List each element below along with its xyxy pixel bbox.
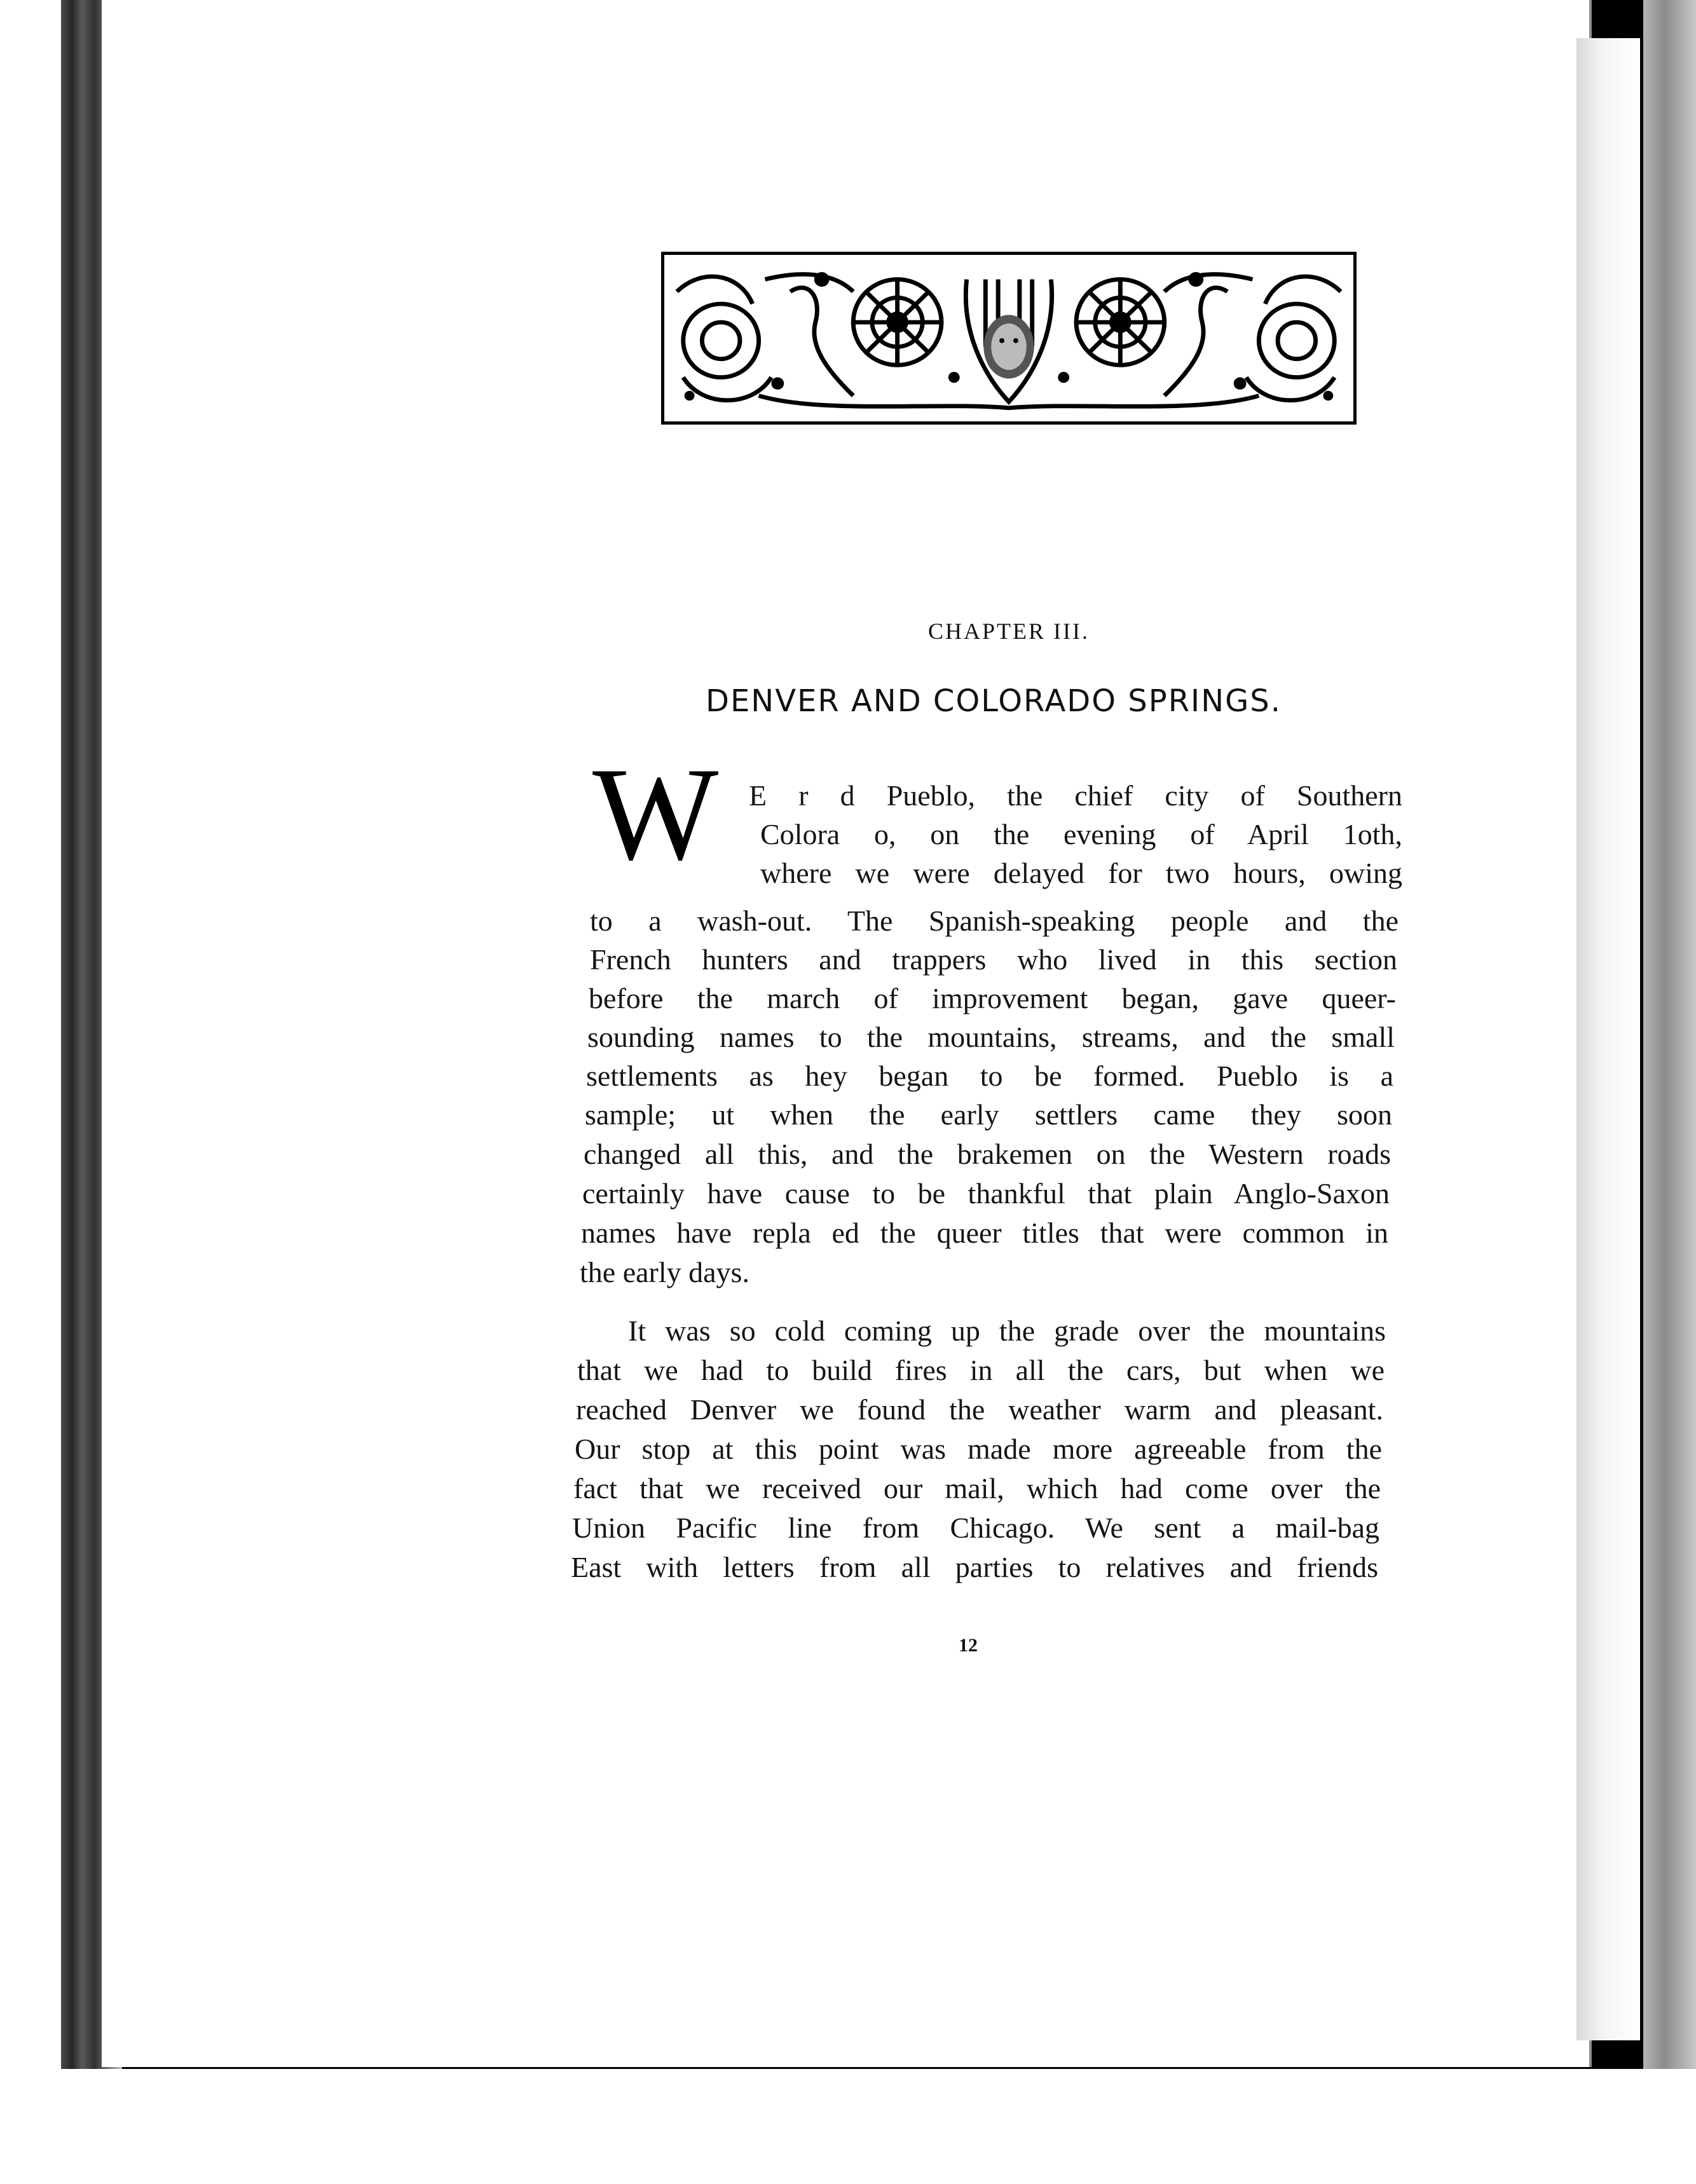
text-line: fact that we received our mail, which had come over the <box>573 1472 1381 1505</box>
drop-cap: W <box>592 741 719 888</box>
chapter-title: DENVER AND COLORADO SPRINGS. <box>706 683 1282 719</box>
page-gutter-shadow <box>1576 38 1640 2040</box>
page-number: 12 <box>959 1635 978 1656</box>
text-line: the early days. <box>580 1256 749 1288</box>
text-line: to a wash-out. The Spanish-speaking people and the <box>590 904 1399 937</box>
text-line: E r d Pueblo, the chief city of Southern <box>749 779 1402 812</box>
scan-margin-bottom <box>61 2069 1696 2184</box>
text-line: before the march of improvement began, gave queer- <box>589 982 1396 1014</box>
text-line: sample; ut when the early settlers came they soon <box>585 1098 1392 1131</box>
text-line: Our stop at this point was made more agreeable from the <box>575 1433 1382 1465</box>
ornament-illustration <box>664 255 1353 421</box>
next-page-edge <box>1643 0 1696 2069</box>
text-line: Union Pacific line from Chicago. We sent a mail-bag <box>572 1512 1379 1544</box>
text-line: settlements as hey began to be formed. Pueblo is a <box>586 1060 1393 1092</box>
text-line: French hunters and trappers who lived in this section <box>590 943 1397 976</box>
text-line: where we were delayed for two hours, owing <box>760 857 1402 889</box>
text-line: sounding names to the mountains, streams, and the small <box>587 1021 1395 1053</box>
text-line: It was so cold coming up the grade over the mountains <box>628 1314 1386 1347</box>
text-line: certainly have cause to be thankful that plain Anglo-Saxon <box>582 1177 1390 1210</box>
text-line: changed all this, and the brakemen on the Western roads <box>584 1138 1391 1170</box>
text-line: that we had to build fires in all the cars, but when we <box>577 1354 1385 1386</box>
scan-margin-left <box>0 0 69 2184</box>
text-line: names have repla ed the queer titles that were common in <box>581 1217 1388 1249</box>
text-line: Colora o, on the evening of April 1oth, <box>760 818 1402 850</box>
text-line: reached Denver we found the weather warm and pleasant. <box>576 1393 1383 1426</box>
chapter-heading: CHAPTER III. <box>928 618 1090 644</box>
ornamental-headpiece <box>661 252 1357 425</box>
text-line: East with letters from all parties to relatives and friends <box>571 1551 1378 1583</box>
